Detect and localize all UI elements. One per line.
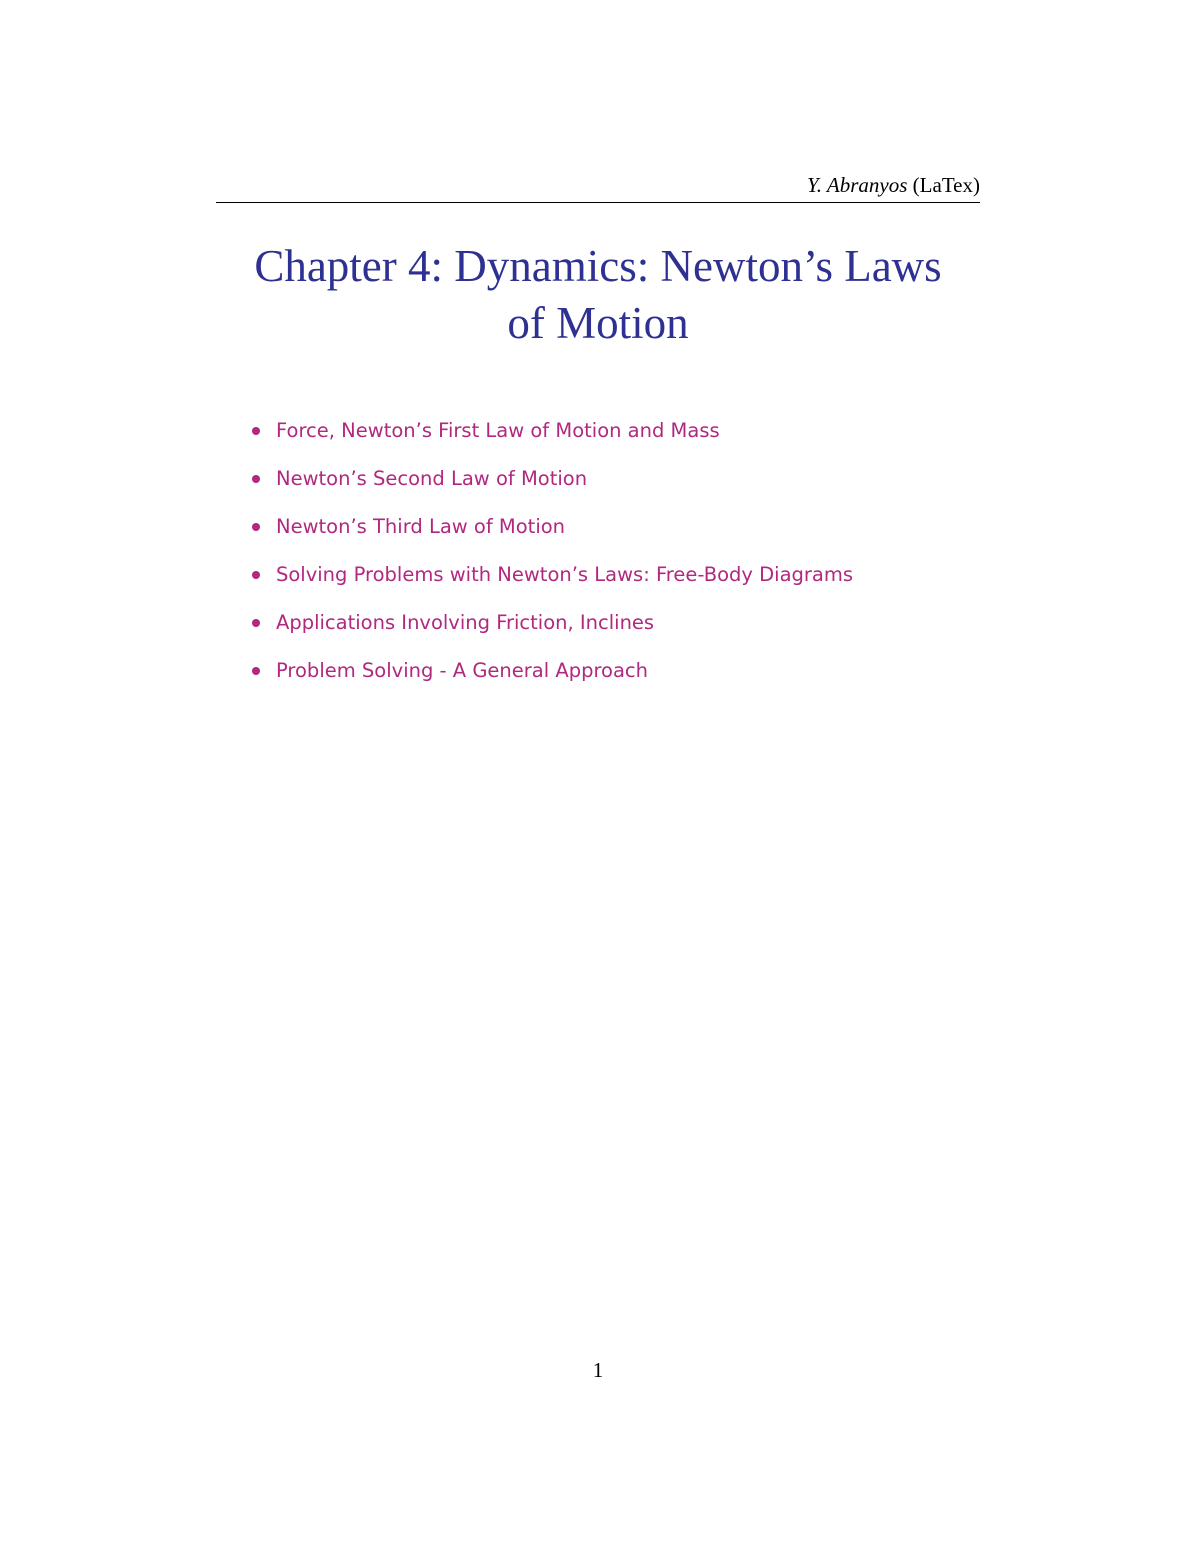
- header-source: (LaTex): [912, 173, 980, 197]
- bullet-icon: [252, 475, 260, 483]
- topic-label: Newton’s Second Law of Motion: [276, 467, 588, 490]
- topic-list: [250, 414, 853, 702]
- bullet-icon: [252, 619, 260, 627]
- chapter-title: [200, 238, 996, 352]
- page-number: 1: [592, 1358, 604, 1382]
- topic-item: [250, 654, 853, 702]
- header-author: Y. Abranyos: [807, 173, 908, 197]
- topic-item: [250, 462, 853, 510]
- topic-label: Problem Solving - A General Approach: [276, 659, 649, 682]
- topic-item: [250, 558, 853, 606]
- topic-label: Solving Problems with Newton’s Laws: Free-Body Diagrams: [276, 563, 854, 586]
- topic-label: Force, Newton’s First Law of Motion and Mass: [276, 419, 720, 442]
- bullet-icon: [252, 571, 260, 579]
- bullet-icon: [252, 427, 260, 435]
- topic-label: Newton’s Third Law of Motion: [276, 515, 566, 538]
- topic-item: [250, 510, 853, 558]
- bullet-icon: [252, 667, 260, 675]
- chapter-title-line-1: Chapter 4: Dynamics: Newton’s Laws: [254, 241, 942, 291]
- running-header: [216, 172, 980, 203]
- topic-item: [250, 606, 853, 654]
- topic-item: [250, 414, 853, 462]
- chapter-title-line-2: of Motion: [507, 298, 689, 348]
- bullet-icon: [252, 523, 260, 531]
- topic-label: Applications Involving Friction, Inclines: [276, 611, 655, 634]
